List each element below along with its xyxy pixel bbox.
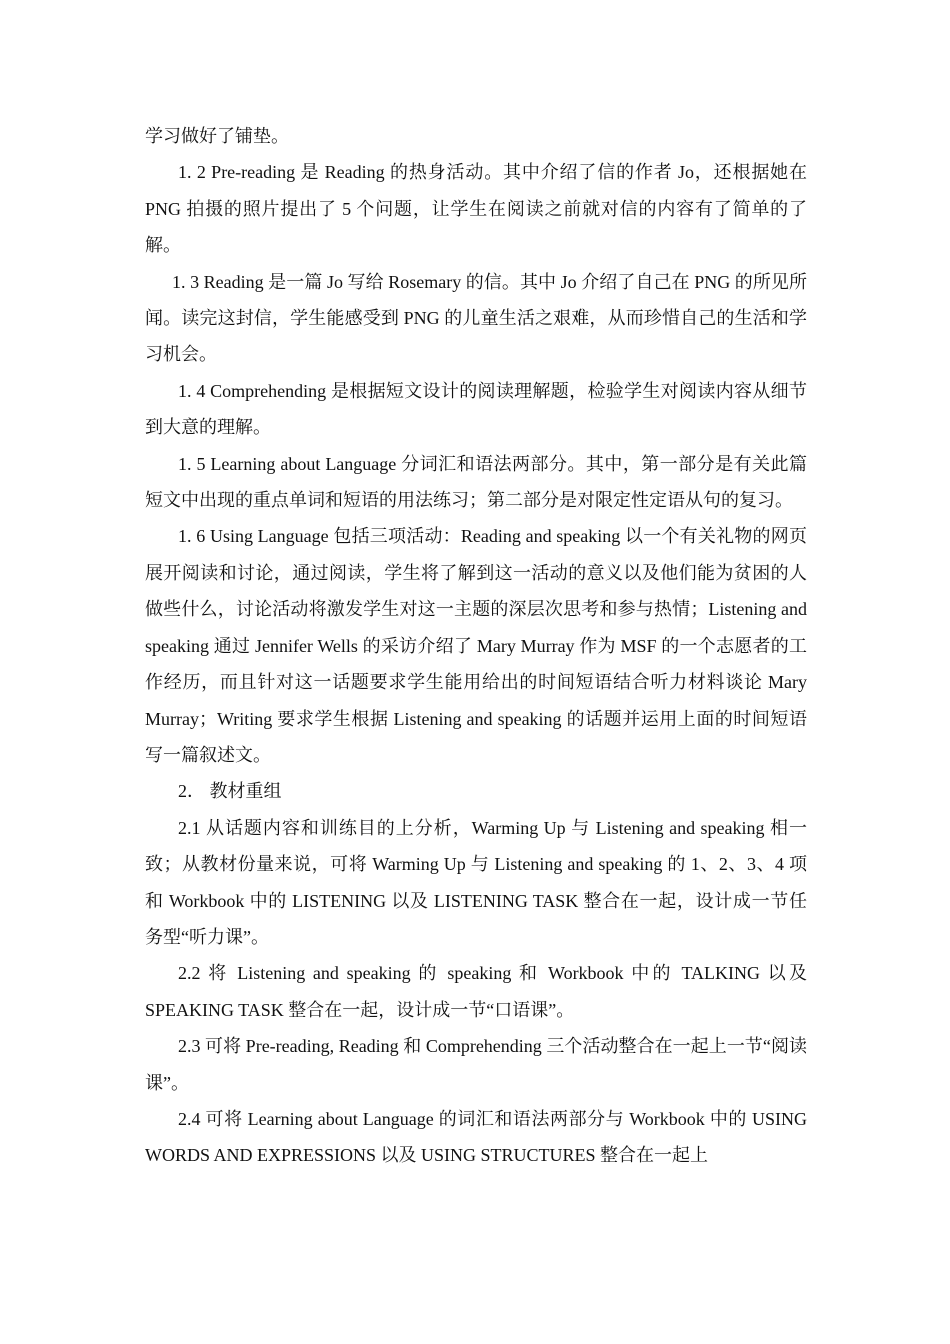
paragraph-2-4: 2.4 可将 Learning about Language 的词汇和语法两部分与 Workbook 中的 USING WORDS AND EXPRESSIONS 以及 USING STRUCTURES 整合在一起上: [145, 1108, 807, 1166]
paragraph-2-3: 2.3 可将 Pre-reading, Reading 和 Comprehending 三个活动整合在一起上一节“阅读课”。: [145, 1036, 807, 1093]
section-heading-2: 2． 教材重组: [178, 781, 282, 802]
paragraph-2-1: 2.1 从话题内容和训练目的上分析，Warming Up 与 Listening and speaking 相一致；从教材份量来说，可将 Warming Up 与 Listening and speaking 的 1、2、3、4 项和 Workbook 中的 LISTENING 以及 LISTENING TASK 整合在一起，设计成一节任务型“听力课”。: [145, 817, 807, 947]
paragraph-2-2: 2.2 将 Listening and speaking 的 speaking 和 Workbook 中的 TALKING 以及 SPEAKING TASK 整合在一起，设计成一节“口语课”。: [145, 963, 807, 1020]
paragraph-1-6: 1. 6 Using Language 包括三项活动：Reading and speaking 以一个有关礼物的网页展开阅读和讨论，通过阅读，学生将了解到这一活动的意义以及他们能为贫困的人做些什么，讨论活动将激发学生对这一主题的深层次思考和参与热情；Listening and speaking 通过 Jennifer Wells 的采访介绍了 Mary Murray 作为 MSF 的一个志愿者的工作经历，而且针对这一话题要求学生能用给出的时间短语结合听力材料谈论 Mary Murray；Writing 要求学生根据 Listening and speaking 的话题并运用上面的时间短语写一篇叙述文。: [145, 526, 807, 765]
paragraph-1-5: 1. 5 Learning about Language 分词汇和语法两部分。其中，第一部分是有关此篇短文中出现的重点单词和短语的用法练习；第二部分是对限定性定语从句的复习。: [145, 453, 807, 511]
paragraph-continuation: 学习做好了铺垫。: [145, 126, 289, 146]
paragraph-1-3: 1. 3 Reading 是一篇 Jo 写给 Rosemary 的信。其中 Jo 介绍了自己在 PNG 的所见所闻。读完这封信，学生能感受到 PNG 的儿童生活之艰难，从而珍惜自己的生活和学习机会。: [145, 271, 807, 365]
document-body: [145, 118, 807, 1174]
paragraph-1-2: 1. 2 Pre-reading 是 Reading 的热身活动。其中介绍了信的作者 Jo，还根据她在 PNG 拍摄的照片提出了 5 个问题，让学生在阅读之前就对信的内容有了简单的了解。: [145, 162, 807, 256]
paragraph-1-4: 1. 4 Comprehending 是根据短文设计的阅读理解题，检验学生对阅读内容从细节到大意的理解。: [145, 380, 807, 438]
